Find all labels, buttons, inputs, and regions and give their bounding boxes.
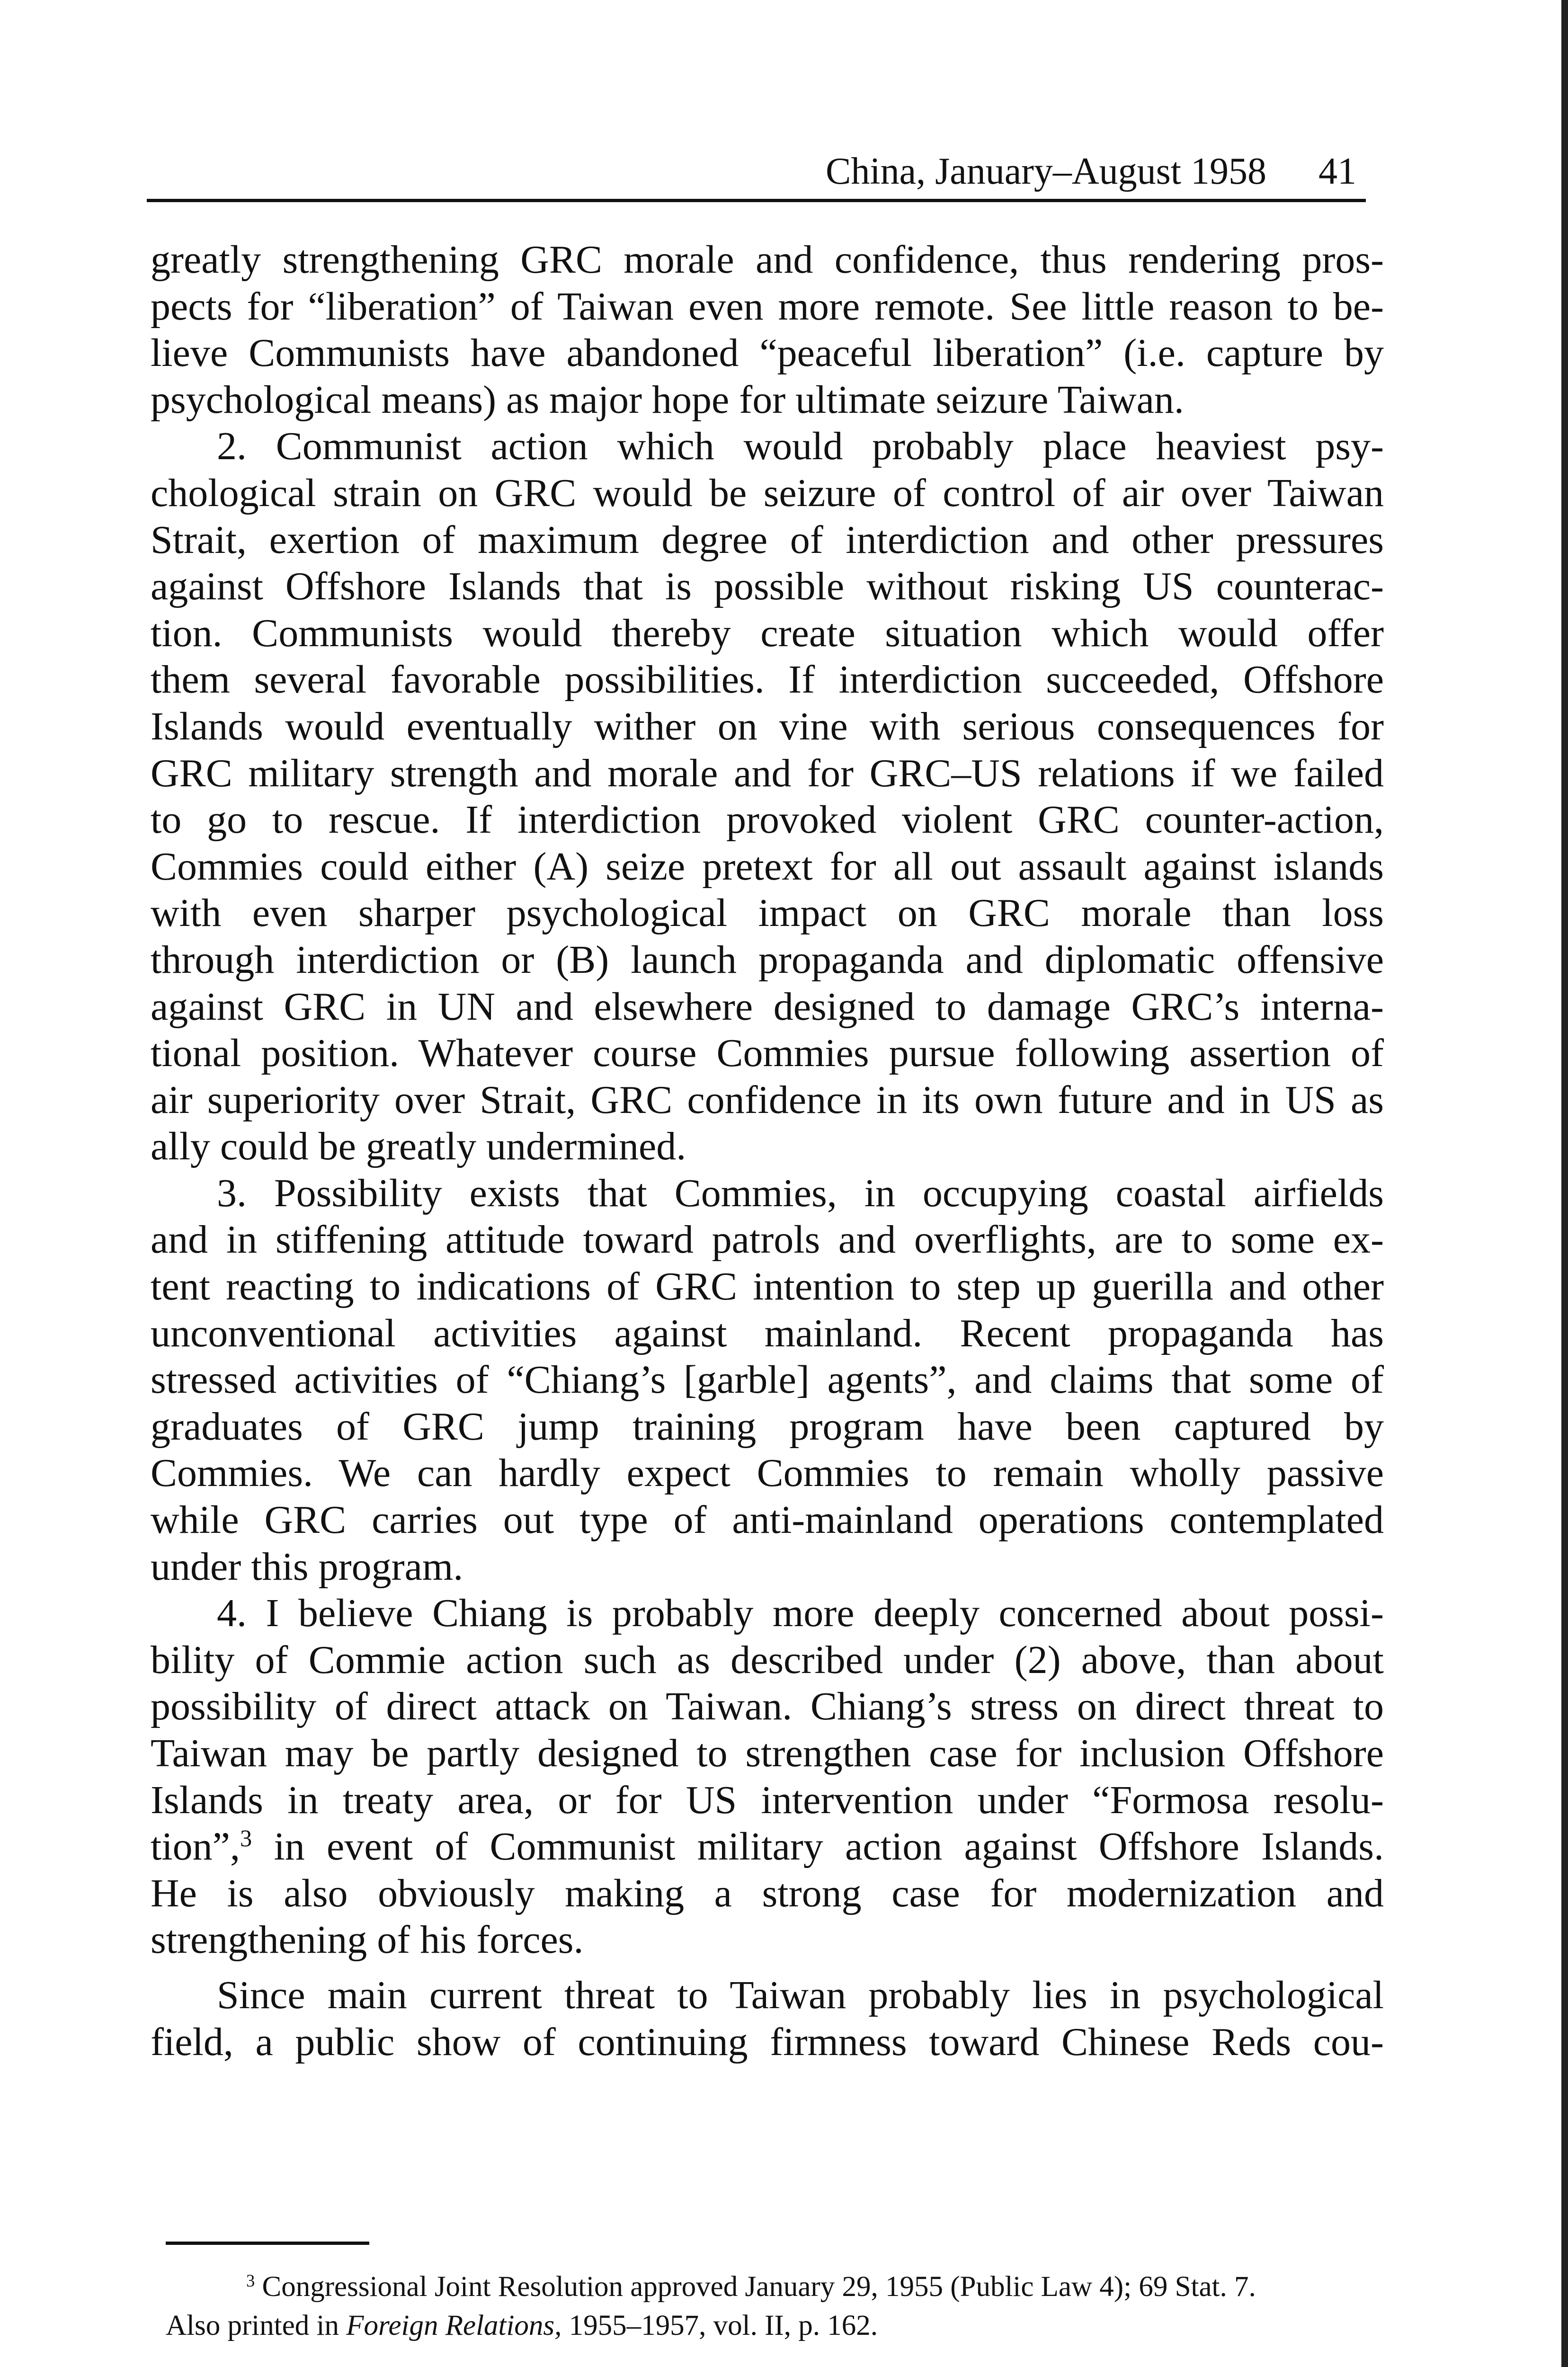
footnote-marker: 3 xyxy=(246,2270,255,2290)
body-line: Since main current threat to Taiwan probably lies in psychological xyxy=(217,1973,1384,2017)
body-line: field, a public show of continuing firmness toward Chinese Reds cou- xyxy=(151,2020,1384,2064)
body-line: with even sharper psychological impact on GRC morale than loss xyxy=(151,891,1384,935)
footnote-line xyxy=(166,2306,1382,2345)
body-line: 4. I believe Chiang is probably more deeply concerned about possi- xyxy=(217,1591,1384,1636)
body-text xyxy=(151,237,1384,2065)
body-line: tional position. Whatever course Commies pursue following assertion of xyxy=(151,1031,1384,1076)
body-line: strengthening of his forces. xyxy=(151,1918,584,1962)
body-text-fragment: in event of Communist military action against Offshore Islands. xyxy=(252,1824,1384,1869)
body-line: 3. Possibility exists that Commies, in occupying coastal airfields xyxy=(217,1171,1384,1215)
paragraph-gap xyxy=(151,1964,1384,1972)
body-line: GRC military strength and morale and for GRC–US relations if we failed xyxy=(151,751,1384,795)
body-line: chological strain on GRC would be seizure of control of air over Taiwan xyxy=(151,471,1384,515)
body-line: possibility of direct attack on Taiwan. Chiang’s stress on direct threat to xyxy=(151,1684,1384,1729)
footnote-text: Congressional Joint Resolution approved January 29, 1955 (Public Law 4); 69 Stat. 7. xyxy=(262,2271,1256,2303)
footnote-citation-title: Foreign Relations, xyxy=(346,2310,562,2341)
page-number: 41 xyxy=(1319,151,1356,192)
body-line: Islands would eventually wither on vine with serious consequences for xyxy=(151,704,1384,748)
body-line: tion. Communists would thereby create situation which would offer xyxy=(151,611,1384,655)
body-line: against GRC in UN and elsewhere designed to damage GRC’s interna- xyxy=(151,984,1384,1029)
body-line: unconventional activities against mainland. Recent propaganda has xyxy=(151,1311,1384,1355)
footnote xyxy=(166,2268,1382,2345)
footnote-text: 1955–1957, vol. II, p. 162. xyxy=(561,2310,878,2341)
body-line: ally could be greatly undermined. xyxy=(151,1124,686,1169)
body-line: against Offshore Islands that is possible without risking US counterac- xyxy=(151,564,1384,609)
footnote-reference: 3 xyxy=(240,1825,252,1852)
body-line: 2. Communist action which would probably place heaviest psy- xyxy=(217,424,1384,469)
body-line: graduates of GRC jump training program have been captured by xyxy=(151,1404,1384,1449)
body-line: He is also obviously making a strong case for modernization and xyxy=(151,1871,1384,1915)
body-line: under this program. xyxy=(151,1544,463,1589)
body-text-fragment: tion”, xyxy=(151,1824,240,1869)
body-line: Commies. We can hardly expect Commies to remain wholly passive xyxy=(151,1451,1384,1495)
body-line: bility of Commie action such as described under (2) above, than about xyxy=(151,1637,1384,1682)
body-line: and in stiffening attitude toward patrols and overflights, are to some ex- xyxy=(151,1218,1384,1262)
running-title: China, January–August 1958 xyxy=(825,151,1266,192)
footnote-text: Also printed in xyxy=(166,2310,347,2341)
body-line: lieve Communists have abandoned “peaceful liberation” (i.e. capture by xyxy=(151,331,1384,375)
body-line: Commies could either (A) seize pretext for all out assault against islands xyxy=(151,844,1384,889)
footnote-rule xyxy=(166,2242,369,2245)
body-line: air superiority over Strait, GRC confidence in its own future and in US as xyxy=(151,1077,1384,1122)
running-head xyxy=(147,142,1366,202)
body-line: Taiwan may be partly designed to strengthen case for inclusion Offshore xyxy=(151,1731,1384,1775)
body-line: them several favorable possibilities. If interdiction succeeded, Offshore xyxy=(151,658,1384,702)
body-line: through interdiction or (B) launch propaganda and diplomatic offensive xyxy=(151,937,1384,982)
body-line: Islands in treaty area, or for US intervention under “Formosa resolu- xyxy=(151,1778,1384,1822)
body-line: greatly strengthening GRC morale and confidence, thus rendering pros- xyxy=(151,238,1384,282)
body-line: stressed activities of “Chiang’s [garble] agents”, and claims that some of xyxy=(151,1358,1384,1402)
footnote-line xyxy=(166,2268,1382,2306)
body-line: while GRC carries out type of anti-mainland operations contemplated xyxy=(151,1498,1384,1542)
body-line: to go to rescue. If interdiction provoked violent GRC counter-action, xyxy=(151,798,1384,842)
body-line: Strait, exertion of maximum degree of interdiction and other pressures xyxy=(151,517,1384,562)
body-line: pects for “liberation” of Taiwan even more remote. See little reason to be- xyxy=(151,284,1384,329)
body-line: tent reacting to indications of GRC intention to step up guerilla and other xyxy=(151,1264,1384,1309)
body-line: psychological means) as major hope for ultimate seizure Taiwan. xyxy=(151,377,1184,422)
body-line-with-footnote-ref xyxy=(151,1824,1384,1870)
page-edge-shadow xyxy=(1561,0,1568,2367)
